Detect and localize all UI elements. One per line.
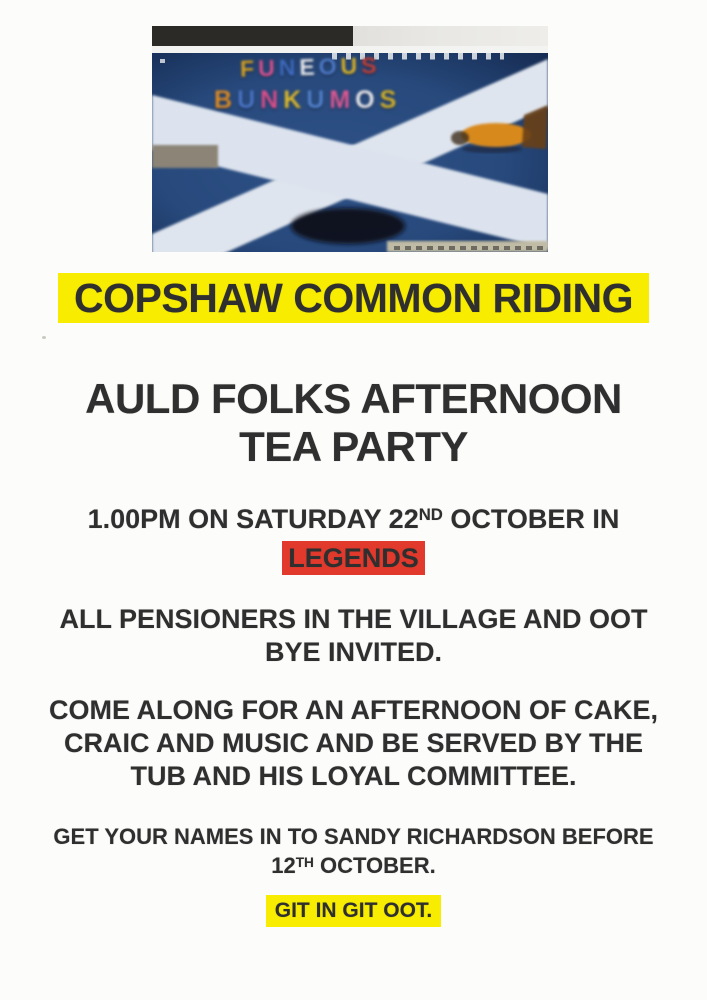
ordinal-suffix: TH	[295, 854, 314, 870]
foam-letter: U	[340, 52, 362, 80]
foam-letter: S	[379, 86, 402, 114]
rsvp-date-cont: OCTOBER.	[313, 853, 436, 878]
invite-line2: BYE INVITED.	[264, 637, 443, 667]
scan-speck	[42, 336, 46, 339]
event-datetime-text: 1.00PM ON SATURDAY 22	[87, 504, 419, 534]
rsvp-paragraph	[0, 822, 707, 883]
event-venue	[0, 541, 707, 575]
ordinal-suffix: ND	[418, 505, 443, 525]
event-heading-line2: TEA PARTY	[239, 423, 468, 470]
rsvp-line2	[0, 851, 707, 883]
goldfish-nose	[451, 131, 469, 145]
invite-paragraph	[0, 603, 707, 669]
foam-letter: K	[283, 86, 307, 114]
footer-slogan	[0, 895, 707, 927]
foam-letter: F	[239, 55, 259, 82]
invite-line1: ALL PENSIONERS IN THE VILLAGE AND OOT	[59, 604, 648, 634]
foam-letter: N	[278, 54, 300, 81]
foam-letter: O	[355, 86, 380, 114]
rsvp-line1: GET YOUR NAMES IN TO SANDY RICHARDSON BEFORE	[53, 824, 654, 849]
gray-object	[152, 145, 218, 168]
flag-photo	[152, 26, 548, 252]
details-line3: TUB AND HIS LOYAL COMMITTEE.	[130, 761, 577, 791]
saltire-flag-graphic	[152, 53, 548, 252]
dark-silhouette	[291, 208, 405, 244]
footer-slogan-text: GIT IN GIT OOT.	[266, 895, 442, 927]
event-datetime	[0, 503, 707, 539]
goldfish-icon	[461, 123, 531, 147]
flag-highlight-dot	[160, 59, 165, 63]
photo-bottom-strip	[387, 241, 548, 252]
event-heading	[0, 375, 707, 471]
event-venue-text: LEGENDS	[282, 541, 425, 575]
foam-letter: S	[360, 52, 381, 79]
foam-letter: U	[257, 54, 280, 82]
rsvp-date: 12	[271, 853, 296, 878]
foam-letter: E	[298, 53, 319, 81]
foam-letter: O	[318, 53, 341, 80]
photo-dark-bar	[152, 26, 353, 46]
details-line1: COME ALONG FOR AN AFTERNOON OF CAKE,	[49, 695, 658, 725]
foam-letter: B	[214, 86, 238, 114]
flag-foam-letters-row2	[214, 86, 401, 115]
flyer-title	[0, 273, 707, 323]
details-line2: CRAIC AND MUSIC AND BE SERVED BY THE	[63, 728, 644, 758]
flyer-title-text: COPSHAW COMMON RIDING	[58, 273, 649, 323]
details-paragraph	[0, 694, 707, 793]
event-heading-line1: AULD FOLKS AFTERNOON	[85, 375, 622, 422]
event-datetime-text-cont: OCTOBER IN	[442, 504, 620, 534]
flag-foam-letters-row1	[240, 52, 381, 83]
foam-letter: U	[306, 86, 330, 114]
saltire-flag	[152, 53, 548, 252]
foam-letter: U	[237, 86, 261, 114]
foam-letter: M	[329, 86, 356, 114]
foam-letter: N	[260, 86, 284, 114]
